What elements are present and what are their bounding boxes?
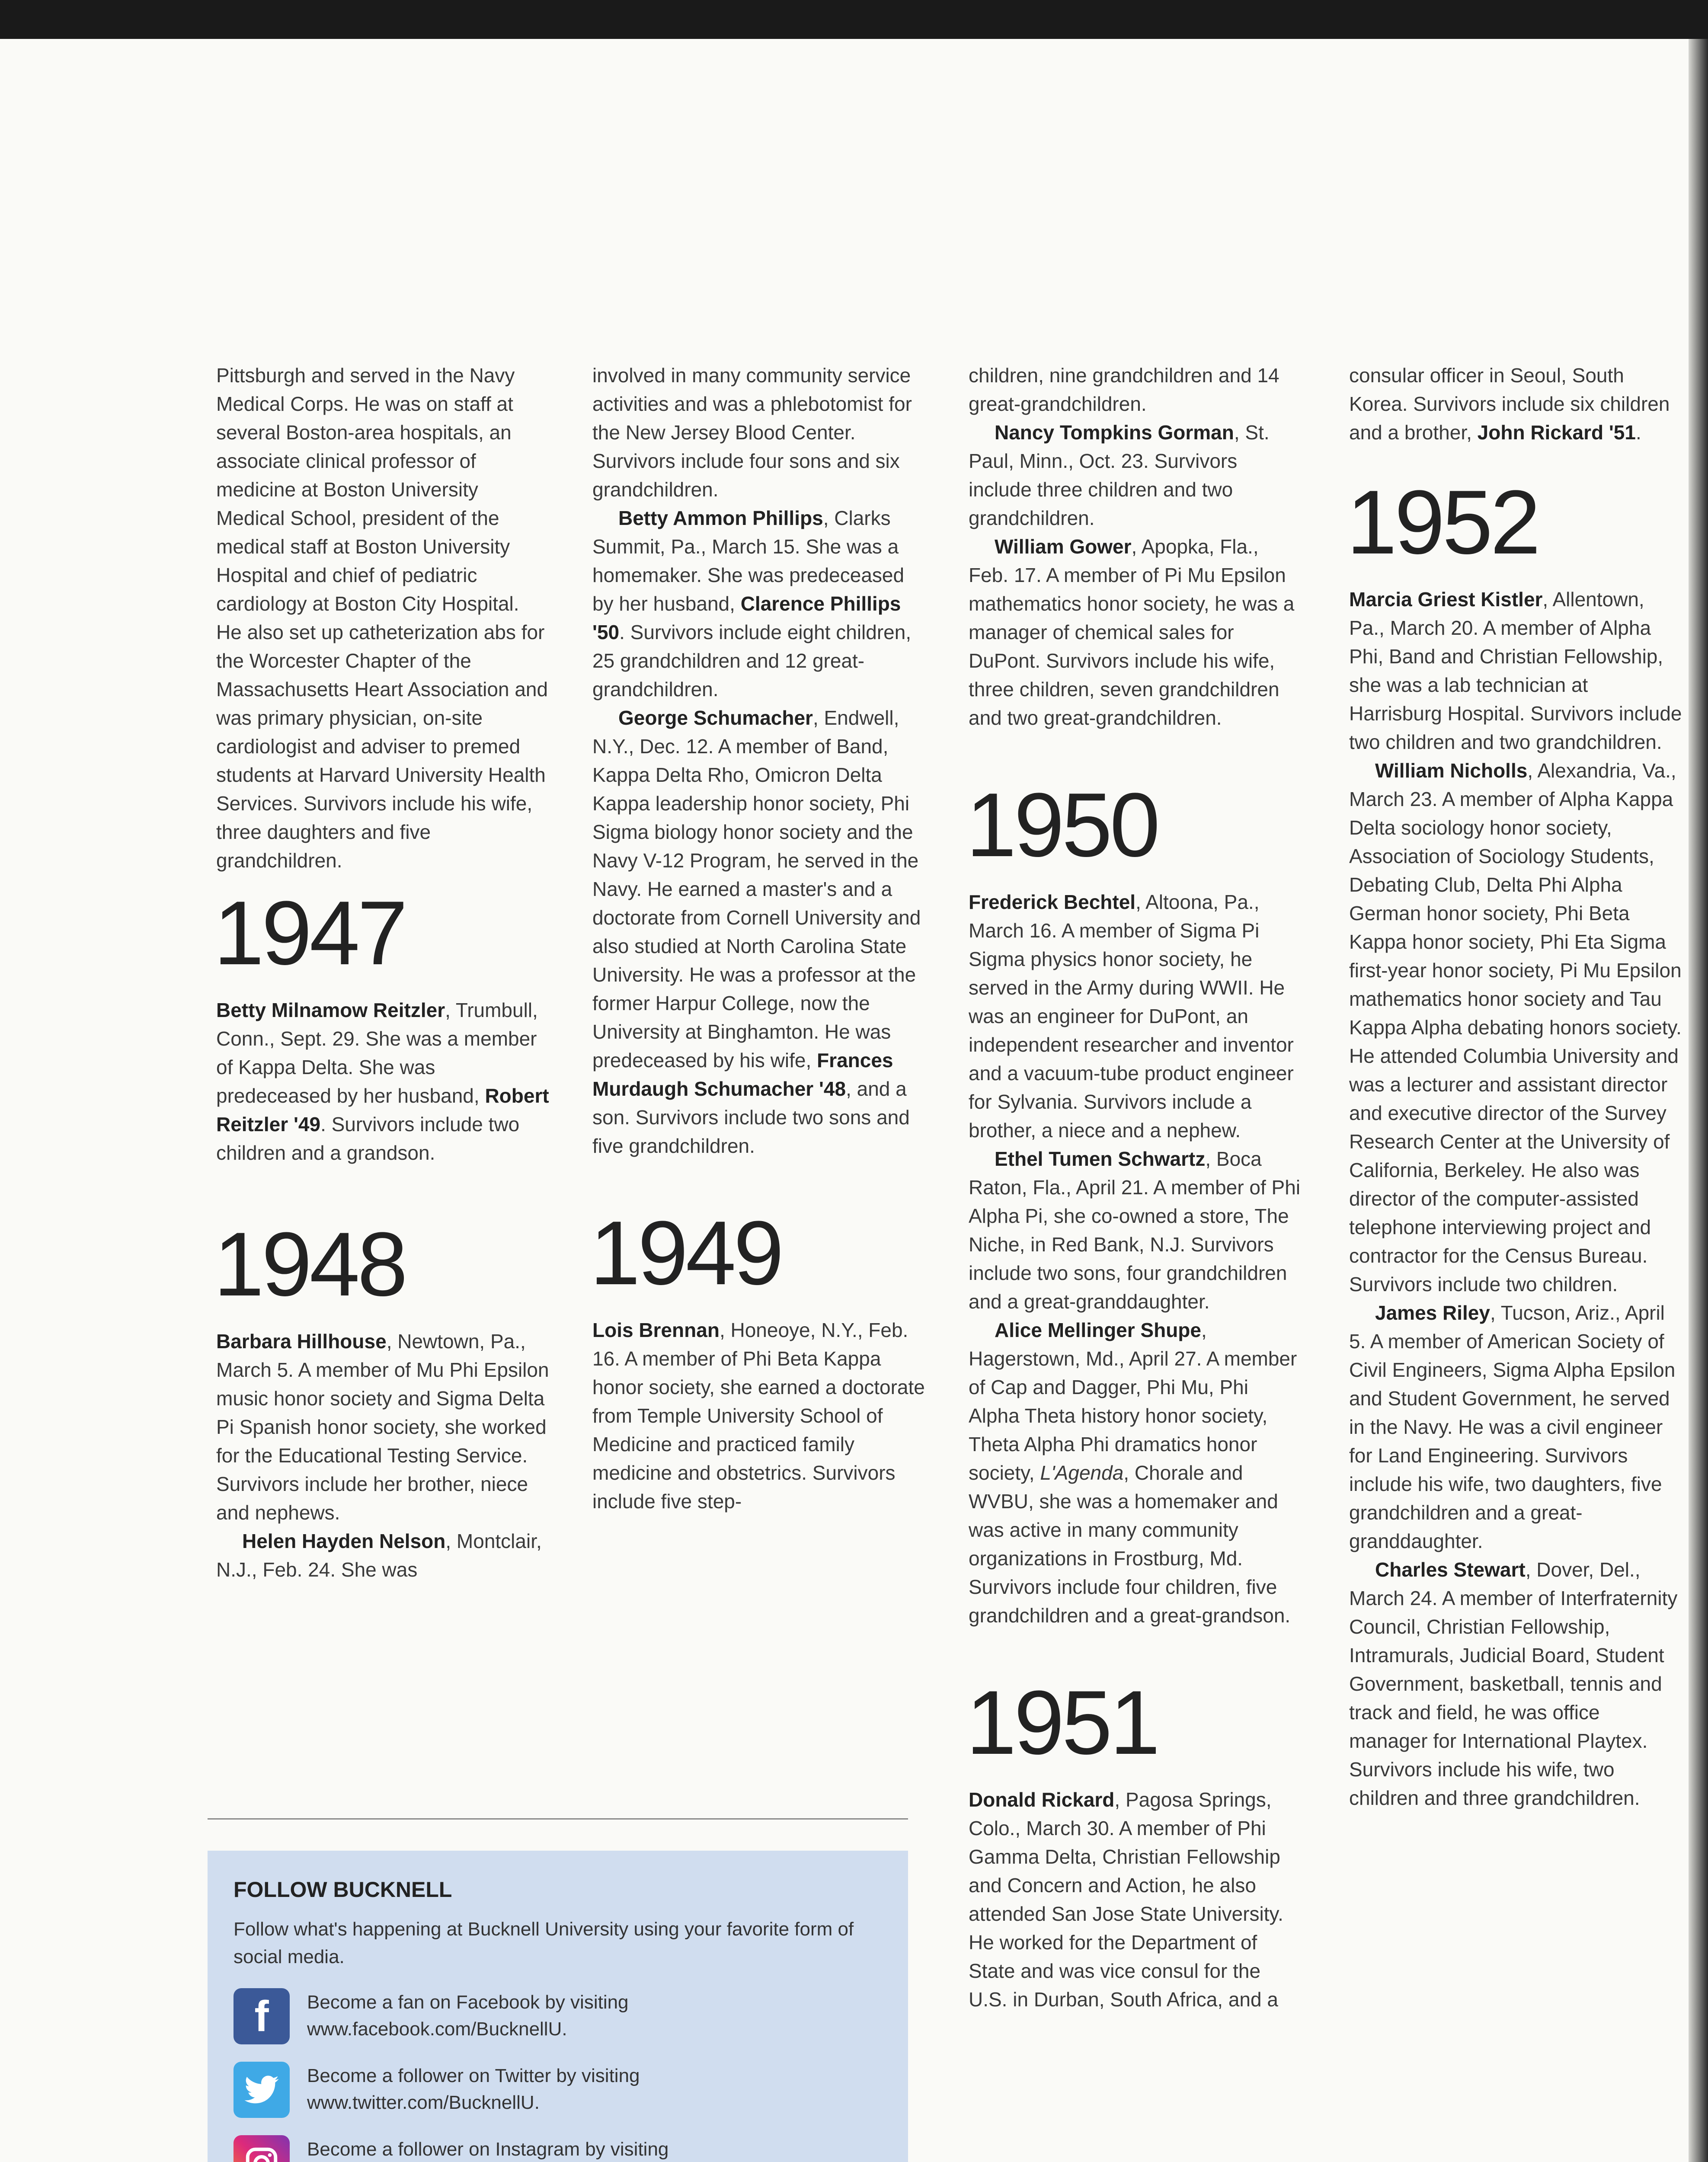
spouse-name: Frances Murdaugh Schumacher '48 <box>592 1049 893 1100</box>
obituary-schwartz: Ethel Tumen Schwartz, Boca Raton, Fla., April 21. A member of Phi Alpha Pi, she co-owned a store, The Niche, in Red Bank, N.J. Survivors include two sons, four grandchildren and a great-granddaughter. <box>969 1148 1301 1313</box>
obituary-nelson: Helen Hayden Nelson, Montclair, N.J., Feb. 24. She was <box>216 1530 542 1581</box>
obituary-name: William Nicholls <box>1375 759 1528 782</box>
obituary-name: Nancy Tompkins Gorman <box>995 421 1234 444</box>
year-heading-1949: 1949 <box>590 1202 782 1304</box>
obituary-gower: William Gower, Apopka, Fla., Feb. 17. A member of Pi Mu Epsilon mathematics honor society, he was a manager of chemical sales for DuPont. Survivors include his wife, three children, seven grandchildren and two great-grandchildren. <box>969 535 1295 729</box>
obituary-name: Helen Hayden Nelson <box>242 1530 446 1552</box>
twitter-link[interactable]: Become a follower on Twitter by visiting www.twitter.com/BucknellU. <box>307 2065 640 2113</box>
obituary-schumacher: George Schumacher, Endwell, N.Y., Dec. 12. A member of Band, Kappa Delta Rho, Omicron Delta Kappa leadership honor society, Phi Sigma biology honor society and the Navy V-12 Program, he served in the Navy. He earned a master's and a doctorate from Cornell University and also studied at North Carolina State University. He was a professor at the former Harpur College, now the University at Binghamton. He was predeceased by his wife, Frances Murdaugh Schumacher '48, and a son. Survivors include two sons and five grandchildren. <box>592 707 921 1157</box>
column-1 <box>216 361 549 1584</box>
year-heading-1947: 1947 <box>214 882 406 984</box>
obituary-reitzler: Betty Milnamow Reitzler, Trumbull, Conn., Sept. 29. She was a member of Kappa Delta. She was predeceased by her husband, Robert Reitzler '49. Survivors include two children and a grandson. <box>216 999 549 1164</box>
obituary-name: Donald Rickard <box>969 1788 1115 1811</box>
facebook-link[interactable]: Become a fan on Facebook by visiting www.facebook.com/BucknellU. <box>307 1992 629 2040</box>
continued-obituary: Pittsburgh and served in the Navy Medical Corps. He was on staff at several Boston-area hospitals, an associate clinical professor of medicine at Boston University Medical School, president of the medical staff at Boston University Hospital and chief of pediatric cardiology at Boston City Hospital. He also set up catheterization abs for the Worcester Chapter of the Massachusetts Heart Association and was primary physician, on-site cardiologist and adviser to premed students at Harvard University Health Services. Survivors include his wife, three daughters and five grandchildren. <box>216 364 548 872</box>
instagram-icon[interactable] <box>233 2135 290 2162</box>
obituary-kistler: Marcia Griest Kistler, Allentown, Pa., March 20. A member of Alpha Phi, Band and Christian Fellowship, she was a lab technician at Harrisburg Hospital. Survivors include two children and two grandchildren. <box>1349 588 1682 753</box>
obituary-bechtel: Frederick Bechtel, Altoona, Pa., March 16. A member of Sigma Pi Sigma physics honor society, he served in the Army during WWII. He was an engineer for DuPont, an independent researcher and inventor and a vacuum-tube product engineer for Sylvania. Survivors include a brother, a niece and a nephew. <box>969 891 1294 1142</box>
follow-intro: Follow what's happening at Bucknell University using your favorite form of social media. <box>233 1919 854 1967</box>
obituary-phillips: Betty Ammon Phillips, Clarks Summit, Pa., March 15. She was a homemaker. She was predeceased by her husband, Clarence Phillips '50. Survivors include eight children, 25 grandchildren and 12 great-grandchildren. <box>592 507 912 700</box>
obituary-name: Marcia Griest Kistler <box>1349 588 1543 611</box>
obituary-name: George Schumacher <box>618 707 813 729</box>
facebook-row[interactable] <box>233 1988 882 2044</box>
obituary-name: William Gower <box>995 535 1132 558</box>
page-spine <box>1689 39 1708 2162</box>
twitter-icon[interactable] <box>233 2062 290 2118</box>
column-2 <box>592 361 925 1516</box>
obituary-name: Alice Mellinger Shupe <box>995 1319 1201 1341</box>
instagram-row[interactable] <box>233 2135 882 2162</box>
facebook-icon[interactable]: f <box>233 1988 290 2044</box>
obituary-name: Charles Stewart <box>1375 1558 1526 1581</box>
obituary-name: Barbara Hillhouse <box>216 1330 387 1353</box>
column-4 <box>1349 361 1682 1812</box>
obituary-gorman: Nancy Tompkins Gorman, St. Paul, Minn., Oct. 23. Survivors include three children and two grandchildren. <box>969 421 1270 529</box>
follow-bucknell-panel <box>208 1851 908 2162</box>
section-divider <box>208 1818 908 1820</box>
spouse-name: Clarence Phillips '50 <box>592 592 901 643</box>
obituary-brennan: Lois Brennan, Honeoye, N.Y., Feb. 16. A member of Phi Beta Kappa honor society, she earned a doctorate from Temple University School of Medicine and practiced family medicine and obstetrics. Survivors include five step- <box>592 1319 925 1513</box>
obituary-name: Frederick Bechtel <box>969 891 1136 913</box>
continued-obituary: consular officer in Seoul, South Korea. Survivors include six children and a brother, John Rickard '51. <box>1349 364 1670 444</box>
instagram-link[interactable]: Become a follower on Instagram by visiting <box>307 2139 669 2160</box>
year-heading-1948: 1948 <box>214 1213 406 1315</box>
twitter-row[interactable] <box>233 2062 882 2118</box>
obituary-name: Betty Milnamow Reitzler <box>216 999 445 1021</box>
obituary-nicholls: William Nicholls, Alexandria, Va., March 23. A member of Alpha Kappa Delta sociology honor society, Association of Sociology Students, Debating Club, Delta Phi Alpha German honor society, Phi Beta Kappa honor society, Phi Eta Sigma first-year honor society, Pi Mu Epsilon mathematics honor society and Tau Kappa Alpha debating honors society. He attended Columbia University and was a lecturer and assistant director and executive director of the Survey Research Center at the University of California, Berkeley. He also was director of the computer-assisted telephone interviewing project and contractor for the Census Bureau. Survivors include two children. <box>1349 759 1682 1295</box>
year-heading-1951: 1951 <box>966 1672 1158 1773</box>
obituary-riley: James Riley, Tucson, Ariz., April 5. A member of American Society of Civil Engineers, Sigma Alpha Epsilon and Student Government, he served in the Navy. He was a civil engineer for Land Engineering. Survivors include his wife, two daughters, five grandchildren and a great-granddaughter. <box>1349 1302 1676 1552</box>
obituary-name: Lois Brennan <box>592 1319 720 1341</box>
spouse-name: Robert Reitzler '49 <box>216 1084 549 1135</box>
obituary-name: Betty Ammon Phillips <box>618 507 823 529</box>
continued-obituary: involved in many community service activities and was a phlebotomist for the New Jersey Blood Center. Survivors include four sons and six grandchildren. <box>592 364 912 501</box>
sibling-name: John Rickard '51 <box>1477 421 1636 444</box>
continued-obituary: children, nine grandchildren and 14 great-grandchildren. <box>969 364 1279 415</box>
publication-name: L'Agenda <box>1040 1462 1124 1484</box>
obituary-name: Ethel Tumen Schwartz <box>995 1148 1206 1170</box>
year-heading-1952: 1952 <box>1347 471 1538 573</box>
obituary-shupe: Alice Mellinger Shupe, Hagerstown, Md., April 27. A member of Cap and Dagger, Phi Mu, Phi Alpha Theta history honor society, Theta Alpha Phi dramatics honor society, L'Agenda, Chorale and WVBU, she was a homemaker and was active in many community organizations in Frostburg, Md. Survivors include four children, five grandchildren and a great-grandson. <box>969 1319 1297 1627</box>
obituary-name: James Riley <box>1375 1302 1490 1324</box>
obituary-stewart: Charles Stewart, Dover, Del., March 24. A member of Interfraternity Council, Christian Fellowship, Intramurals, Judicial Board, Student Government, basketball, tennis and track and field, he was office manager for International Playtex. Survivors include his wife, two children and three grandchildren. <box>1349 1558 1678 1809</box>
follow-title: FOLLOW BUCKNELL <box>233 1877 452 1902</box>
column-3 <box>966 361 1302 2014</box>
year-heading-1950: 1950 <box>966 774 1158 876</box>
obituary-rickard: Donald Rickard, Pagosa Springs, Colo., March 30. A member of Phi Gamma Delta, Christian Fellowship and Concern and Action, he also attended San Jose State University. He worked for the Department of State and was vice consul for the U.S. in Durban, South Africa, and a <box>969 1788 1283 2011</box>
obituary-hillhouse: Barbara Hillhouse, Newtown, Pa., March 5. A member of Mu Phi Epsilon music honor society and Sigma Delta Pi Spanish honor society, she worked for the Educational Testing Service. Survivors include her brother, niece and nephews. <box>216 1330 549 1524</box>
